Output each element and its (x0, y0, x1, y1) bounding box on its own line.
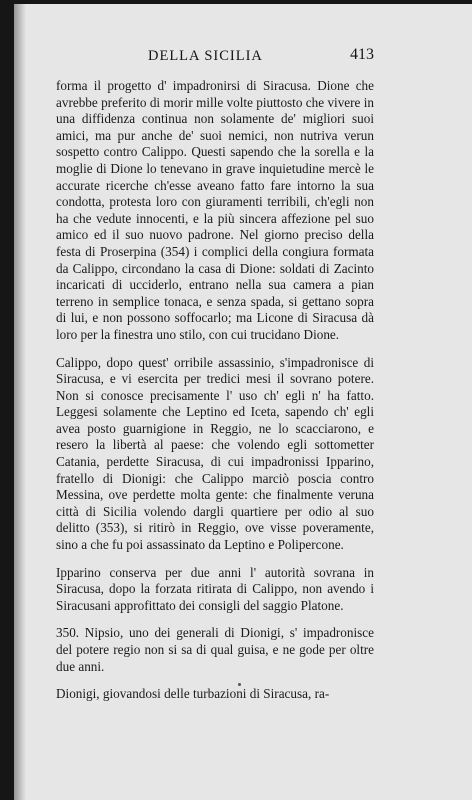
paragraph-2: Calippo, dopo quest' orribile assassinio, s'impadronisce di Siracusa, e vi esercita per tredici mesi il sovrano potere. Non si conosce precisamente l' uso ch' egli n' ha fatto. Leggesi solamente che Leptino ed Iceta, sapendo ch' egli avea posto guarnigione in Reggio, ne lo scacciarono, e resero la libertà al paese: che volendo egli sottometter Catania, perdette Siracusa, di cui impadronissi Ipparino, fratello di Dionigi: che Calippo marciò poscia contro Messina, ove perdette molta gente: che finalmente veruna città di Sicilia volendo dargli quartiere per odio al suo delitto (353), si ritirò in Reggio, ove visse poveramente, sino a che fu poi assassinato da Leptino e Polipercone. (56, 354, 374, 553)
paragraph-3: Ipparino conserva per due anni l' autorità sovrana in Siracusa, dopo la forzata ritirata di Calippo, non avendo i Siracusani approfittato dei consigli del saggio Platone. (56, 564, 374, 613)
gutter-shadow (14, 4, 26, 800)
paragraph-1: forma il progetto d' impadronirsi di Siracusa. Dione che avrebbe preferito di morir mille volte piuttosto che vivere in una diffidenza continua non solamente de' migliori suoi amici, ma pur anche de' suoi nemici, non nutriva verun sospetto contro Calippo. Questi sapendo che la sorella e la moglie di Dione lo tenevano in grave inquietudine mercè le accurate ricerche ch'esse aveano fatto fare intorno la sua condotta, protesta loro con giuramenti terribili, ch'egli non ha che vedute innocenti, e la più sincera affezione pel suo amico ed il suo nuovo padrone. Nel giorno preciso della festa di Proserpina (354) i complici della congiura formata da Calippo, circondano la casa di Dione: soldati di Zacinto incaricati di ucciderlo, entrano nella sua camera a pian terreno in semplice tonaca, e senza spada, si gettano sopra di lui, e non possono soffocarlo; ma Licone di Siracusa dà loro per la finestra uno stilo, con cui trucidano Dione. (56, 78, 374, 342)
page-number: 413 (350, 46, 374, 63)
paragraph-4: 350. Nipsio, uno dei generali di Dionigi, s' impadronisce del potere regio non si sa di qual guisa, e ne gode per oltre due anni. (56, 625, 374, 674)
body-text (56, 78, 374, 703)
running-head-title: DELLA SICILIA (148, 48, 263, 64)
running-head (64, 48, 374, 68)
paper-speck (238, 683, 241, 686)
paragraph-5: Dionigi, giovandosi delle turbazioni di Siracusa, ra- (56, 686, 330, 702)
